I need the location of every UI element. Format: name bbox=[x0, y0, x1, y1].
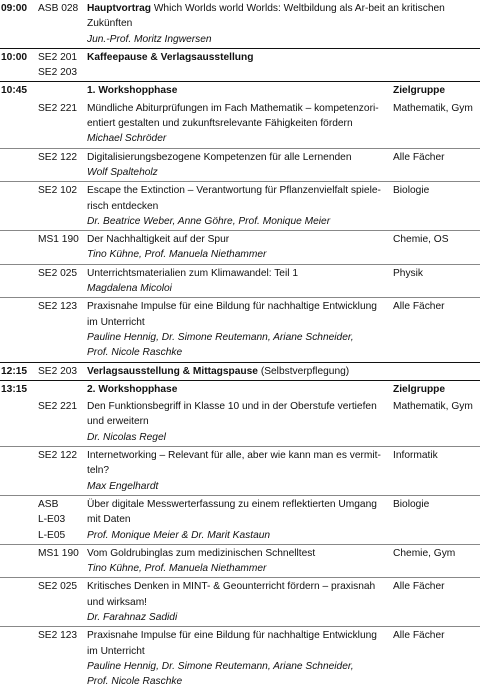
session-title bbox=[87, 0, 480, 48]
target-group: Alle Fächer bbox=[393, 151, 445, 163]
time-label: 12:15 bbox=[1, 365, 28, 377]
workshop-title: Digitalisierungsbezogene Kompetenzen für alle Lernenden Wolf Spalteholz bbox=[87, 151, 352, 178]
workshop-row bbox=[0, 148, 480, 182]
speaker-name: Tino Kühne, Prof. Manuela Niethammer bbox=[87, 563, 267, 575]
room-label: ASB 028 bbox=[38, 3, 79, 14]
workshop-row bbox=[0, 446, 480, 495]
workshop-title: Mündliche Abiturprüfungen im Fach Mathematik – kompetenzori- entiert gestalten und zukunftsrelevante Fähigkeiten fördern Michael Schröder bbox=[87, 102, 379, 145]
room-label: SE2 221 bbox=[38, 102, 78, 114]
workshop-row bbox=[0, 264, 480, 298]
room-label: SE2 203 bbox=[38, 365, 78, 377]
target-group: Chemie, OS bbox=[393, 234, 449, 246]
workshop-title: Unterrichtsmaterialien zum Klimawandel: Teil 1 Magdalena Micoloi bbox=[87, 267, 299, 295]
target-group: Biologie bbox=[393, 498, 430, 510]
target-group: Alle Fächer bbox=[393, 301, 445, 313]
workshop-title: Kritisches Denken in MINT- & Geounterricht fördern – praxisnah und wirksam! Dr. Farahnaz Sadidi bbox=[87, 581, 376, 623]
phase-heading: 2. Workshopphase bbox=[87, 383, 178, 395]
room-label: SE2 123 bbox=[38, 630, 78, 642]
target-group-heading: Zielgruppe bbox=[393, 85, 446, 97]
workshop-row bbox=[0, 626, 480, 690]
room-label: SE2 025 bbox=[38, 267, 78, 279]
speaker-name: Prof. Nicole Raschke bbox=[87, 347, 183, 359]
speaker-name: Michael Schröder bbox=[87, 133, 167, 145]
time-label: 10:00 bbox=[1, 51, 28, 63]
room-label: SE2 201 SE2 203 bbox=[38, 51, 78, 79]
session-title: Kaffeepause & Verlagsausstellung bbox=[87, 51, 254, 63]
speaker-name: Wolf Spalteholz bbox=[87, 166, 158, 178]
coffee-break-row bbox=[0, 48, 480, 82]
target-group: Biologie bbox=[393, 185, 430, 197]
workshop-row bbox=[0, 577, 480, 626]
speaker-name: Dr. Beatrice Weber, Anne Göhre, Prof. Monique Meier bbox=[87, 215, 331, 227]
session-type: Hauptvortrag bbox=[87, 3, 151, 14]
workshop-row bbox=[0, 495, 480, 544]
target-group: Mathematik, Gym bbox=[393, 102, 473, 114]
speaker-name: Prof. Nicole Raschke bbox=[87, 676, 183, 688]
target-group: Mathematik, Gym bbox=[393, 401, 473, 413]
speaker-name: Jun.-Prof. Moritz Ingwersen bbox=[87, 33, 212, 45]
workshop-title: Internetworking – Relevant für alle, aber wie kann man es vermit- teln? Max Engelhardt bbox=[87, 450, 381, 492]
room-label: SE2 123 bbox=[38, 301, 78, 313]
room-label: SE2 025 bbox=[38, 581, 78, 593]
speaker-name: Pauline Hennig, Dr. Simone Reutemann, Ariane Schneider, bbox=[87, 660, 354, 672]
lunch-break-row bbox=[0, 362, 480, 380]
target-group: Alle Fächer bbox=[393, 630, 445, 642]
workshop-row bbox=[0, 297, 480, 361]
target-group: Physik bbox=[393, 267, 424, 279]
speaker-name: Magdalena Micoloi bbox=[87, 283, 172, 295]
workshop-row bbox=[0, 230, 480, 264]
time-label: 09:00 bbox=[1, 3, 28, 14]
speaker-name: Dr. Nicolas Regel bbox=[87, 431, 166, 443]
room-label: SE2 122 bbox=[38, 151, 78, 163]
workshop-row bbox=[0, 544, 480, 578]
workshop-row bbox=[0, 100, 480, 148]
speaker-name: Dr. Farahnaz Sadidi bbox=[87, 611, 178, 623]
speaker-name: Prof. Monique Meier & Dr. Marit Kastaun bbox=[87, 529, 271, 541]
workshop-title: Der Nachhaltigkeit auf der Spur Tino Kühne, Prof. Manuela Niethammer bbox=[87, 234, 267, 261]
target-group: Informatik bbox=[393, 450, 438, 462]
workshop-title: Praxisnahe Impulse für eine Bildung für nachhaltige Entwicklung im Unterricht Pauline Hennig, Dr. Simone Reutemann, Ariane Schneider, Prof. Nicole Raschke bbox=[87, 301, 377, 359]
room-label: MS1 190 bbox=[38, 234, 79, 246]
workshop-row bbox=[0, 181, 480, 230]
workshop-title: Über digitale Messwerterfassung zu einem reflektierten Umgang mit Daten Prof. Monique Meier & Dr. Marit Kastaun bbox=[87, 498, 377, 541]
workshop-row bbox=[0, 398, 480, 446]
workshop-title: Vom Goldrubinglas zum medizinischen Schnelltest Tino Kühne, Prof. Manuela Niethammer bbox=[87, 547, 316, 575]
target-group: Alle Fächer bbox=[393, 581, 445, 593]
room-label: SE2 122 bbox=[38, 450, 78, 462]
workshop-title: Den Funktionsbegriff in Klasse 10 und in der Oberstufe vertiefen und erweitern Dr. Nicolas Regel bbox=[87, 401, 377, 443]
keynote-row bbox=[0, 0, 480, 48]
target-group: Chemie, Gym bbox=[393, 547, 456, 559]
workshop-phase-1-header bbox=[0, 81, 480, 99]
room-label: SE2 102 bbox=[38, 185, 78, 197]
speaker-name: Pauline Hennig, Dr. Simone Reutemann, Ariane Schneider, bbox=[87, 331, 354, 343]
room-label: SE2 221 bbox=[38, 401, 78, 413]
session-title: Verlagsausstellung & Mittagspause (Selbstverpflegung) bbox=[87, 365, 350, 377]
target-group-heading: Zielgruppe bbox=[393, 383, 446, 395]
workshop-phase-2-header bbox=[0, 380, 480, 398]
speaker-name: Max Engelhardt bbox=[87, 480, 159, 492]
workshop-title: Praxisnahe Impulse für eine Bildung für nachhaltige Entwicklung im Unterricht Pauline Hennig, Dr. Simone Reutemann, Ariane Schneider, Prof. Nicole Raschke bbox=[87, 630, 377, 688]
room-label: MS1 190 bbox=[38, 547, 79, 559]
time-label: 10:45 bbox=[1, 85, 28, 97]
speaker-name: Tino Kühne, Prof. Manuela Niethammer bbox=[87, 249, 267, 261]
workshop-title: Escape the Extinction – Verantwortung für Pflanzenvielfalt spiele- risch entdecken Dr. Beatrice Weber, Anne Göhre, Prof. Monique Meier bbox=[87, 185, 381, 227]
time-label: 13:15 bbox=[1, 383, 28, 395]
session-title-text: Which Worlds world Worlds: Weltbildung als Ar-beit an kritischen Zukünften bbox=[87, 3, 445, 30]
phase-heading: 1. Workshopphase bbox=[87, 85, 178, 97]
room-label: ASB L-E03 L-E05 bbox=[38, 498, 66, 541]
